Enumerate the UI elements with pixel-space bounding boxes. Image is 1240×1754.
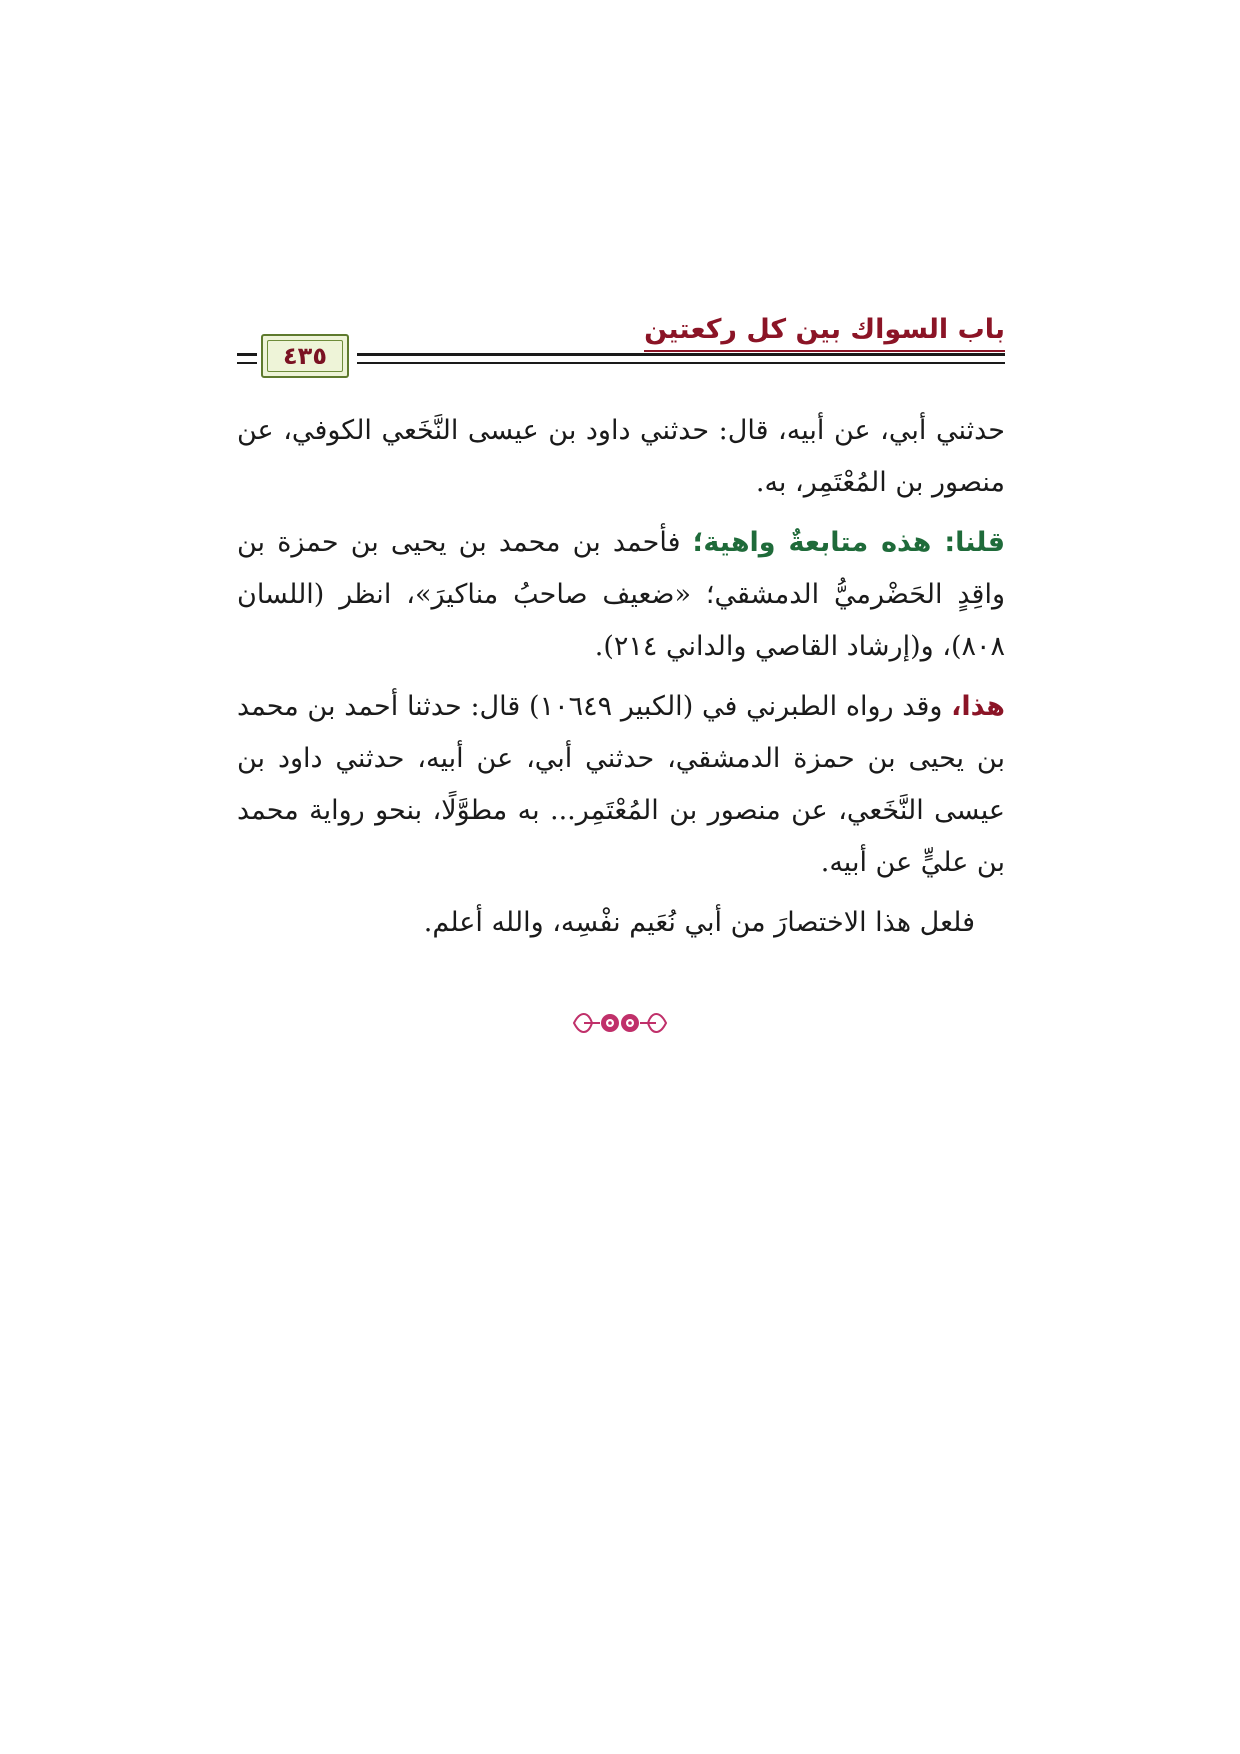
paragraph-3 bbox=[237, 681, 1005, 889]
paragraph-3-text: وقد رواه الطبرني في (الكبير ١٠٦٤٩) قال: حدثنا أحمد بن محمد بن يحيى بن حمزة الدمشقي، حدثني أبي، عن أبيه، حدثني داود بن عيسى النَّخَعي، عن منصور بن المُعْتَمِر... به مطوَّلًا، بنحو رواية محمد بن عليٍّ عن أبيه. bbox=[237, 691, 1006, 878]
header-rule-top bbox=[357, 353, 1005, 356]
page-number: ٤٣٥ bbox=[283, 342, 327, 370]
paragraph-4-text: فلعل هذا الاختصارَ من أبي نُعَيم نفْسِه، والله أعلم. bbox=[423, 907, 975, 938]
paragraph-2-lead: قلنا: هذه متابعةٌ واهية؛ bbox=[692, 527, 1005, 558]
running-header bbox=[237, 310, 1005, 388]
header-rule-left-bottom bbox=[237, 362, 257, 364]
paragraph-2-text: فأحمد بن محمد بن يحيى بن حمزة بن واقِدٍ الحَضْرميُّ الدمشقي؛ «ضعيف صاحبُ مناكيرَ»، انظر (اللسان ٨٠٨)، و(إرشاد القاصي والداني ٢١٤). bbox=[237, 527, 1005, 662]
header-rule-left-top bbox=[237, 353, 257, 356]
floral-divider-icon bbox=[570, 1005, 670, 1041]
paragraph-2 bbox=[237, 517, 1005, 673]
page-number-badge bbox=[261, 334, 349, 378]
page-body bbox=[237, 405, 1005, 957]
header-rule-bottom bbox=[357, 362, 1005, 364]
paragraph-4 bbox=[237, 897, 1005, 949]
paragraph-1-text: حدثني أبي، عن أبيه، قال: حدثني داود بن عيسى النَّخَعي الكوفي، عن منصور بن المُعْتَمِر، به. bbox=[237, 415, 1005, 498]
paragraph-1 bbox=[237, 405, 1005, 509]
paragraph-3-lead: هذا، bbox=[951, 691, 1005, 722]
chapter-title: باب السواك بين كل ركعتين bbox=[644, 310, 1005, 352]
